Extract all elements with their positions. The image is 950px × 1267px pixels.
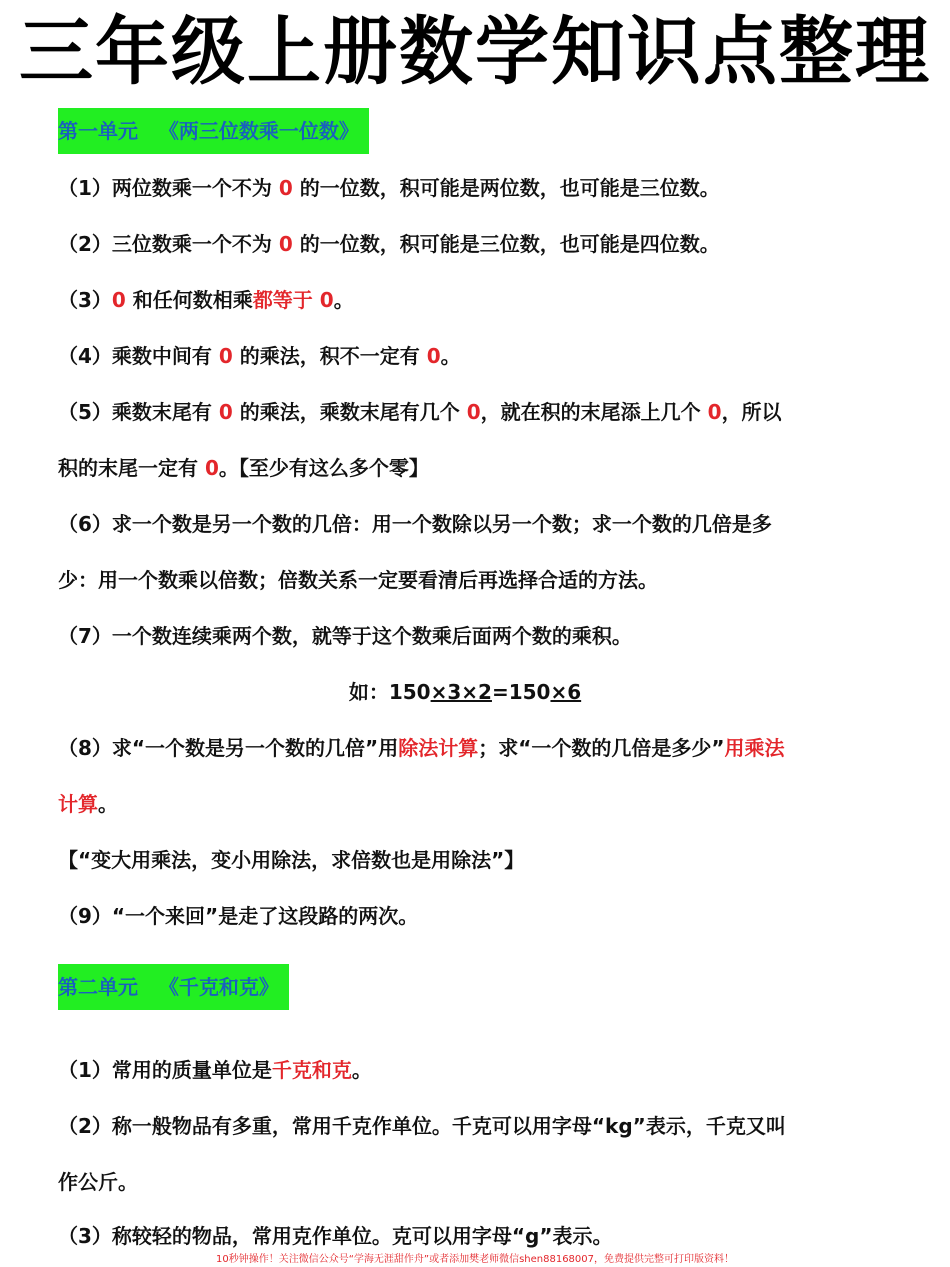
unit-1-item-4: （4）乘数中间有 0 的乘法，积不一定有 0。: [58, 344, 461, 368]
unit-1-item-5-continued: 积的末尾一定有 0。【至少有这么多个零】: [58, 456, 429, 480]
unit-1-item-7: （7）一个数连续乘两个数，就等于这个数乘后面两个数的乘积。: [58, 624, 632, 648]
unit-2-item-2-continued: 作公斤。: [58, 1170, 138, 1194]
unit-1-item-5: （5）乘数末尾有 0 的乘法，乘数末尾有几个 0，就在积的末尾添上几个 0，所以: [58, 400, 782, 424]
unit-2-item-2: （2）称一般物品有多重，常用千克作单位。千克可以用字母“kg”表示，千克又叫: [58, 1114, 786, 1138]
unit-1-item-6-continued: 少：用一个数乘以倍数；倍数关系一定要看清后再选择合适的方法。: [58, 568, 658, 592]
unit-1-item-8: （8）求“一个数是另一个数的几倍”用除法计算；求“一个数的几倍是多少”用乘法: [58, 736, 785, 760]
unit-1-header: 第一单元 《两三位数乘一位数》: [58, 108, 369, 154]
unit-1-item-9: （9）“一个来回”是走了这段路的两次。: [58, 904, 419, 928]
unit-2-item-3: （3）称较轻的物品，常用克作单位。克可以用字母“g”表示。: [58, 1224, 613, 1248]
unit-2-header: 第二单元 《千克和克》: [58, 964, 289, 1010]
unit-1-item-8-continued: 计算。: [58, 792, 118, 816]
unit-1-item-3: （3）0 和任何数相乘都等于 0。: [58, 288, 354, 312]
unit-1-item-2: （2）三位数乘一个不为 0 的一位数，积可能是三位数，也可能是四位数。: [58, 232, 720, 256]
unit-1-item-1: （1）两位数乘一个不为 0 的一位数，积可能是两位数，也可能是三位数。: [58, 176, 720, 200]
unit-1-tip: 【“变大用乘法，变小用除法，求倍数也是用除法”】: [58, 848, 525, 872]
unit-2-item-1: （1）常用的质量单位是千克和克。: [58, 1058, 372, 1082]
page-title: 三年级上册数学知识点整理: [19, 9, 931, 95]
footer-note: 10秒钟操作！关注微信公众号“学海无涯甜作舟”或者添加樊老师微信shen88168007，免费提供完整可打印版资料！: [215, 1254, 735, 1265]
unit-1-item-6: （6）求一个数是另一个数的几倍：用一个数除以另一个数；求一个数的几倍是多: [58, 512, 772, 536]
unit-1-item-7-example: 如：150×3×2=150×6: [348, 680, 582, 704]
